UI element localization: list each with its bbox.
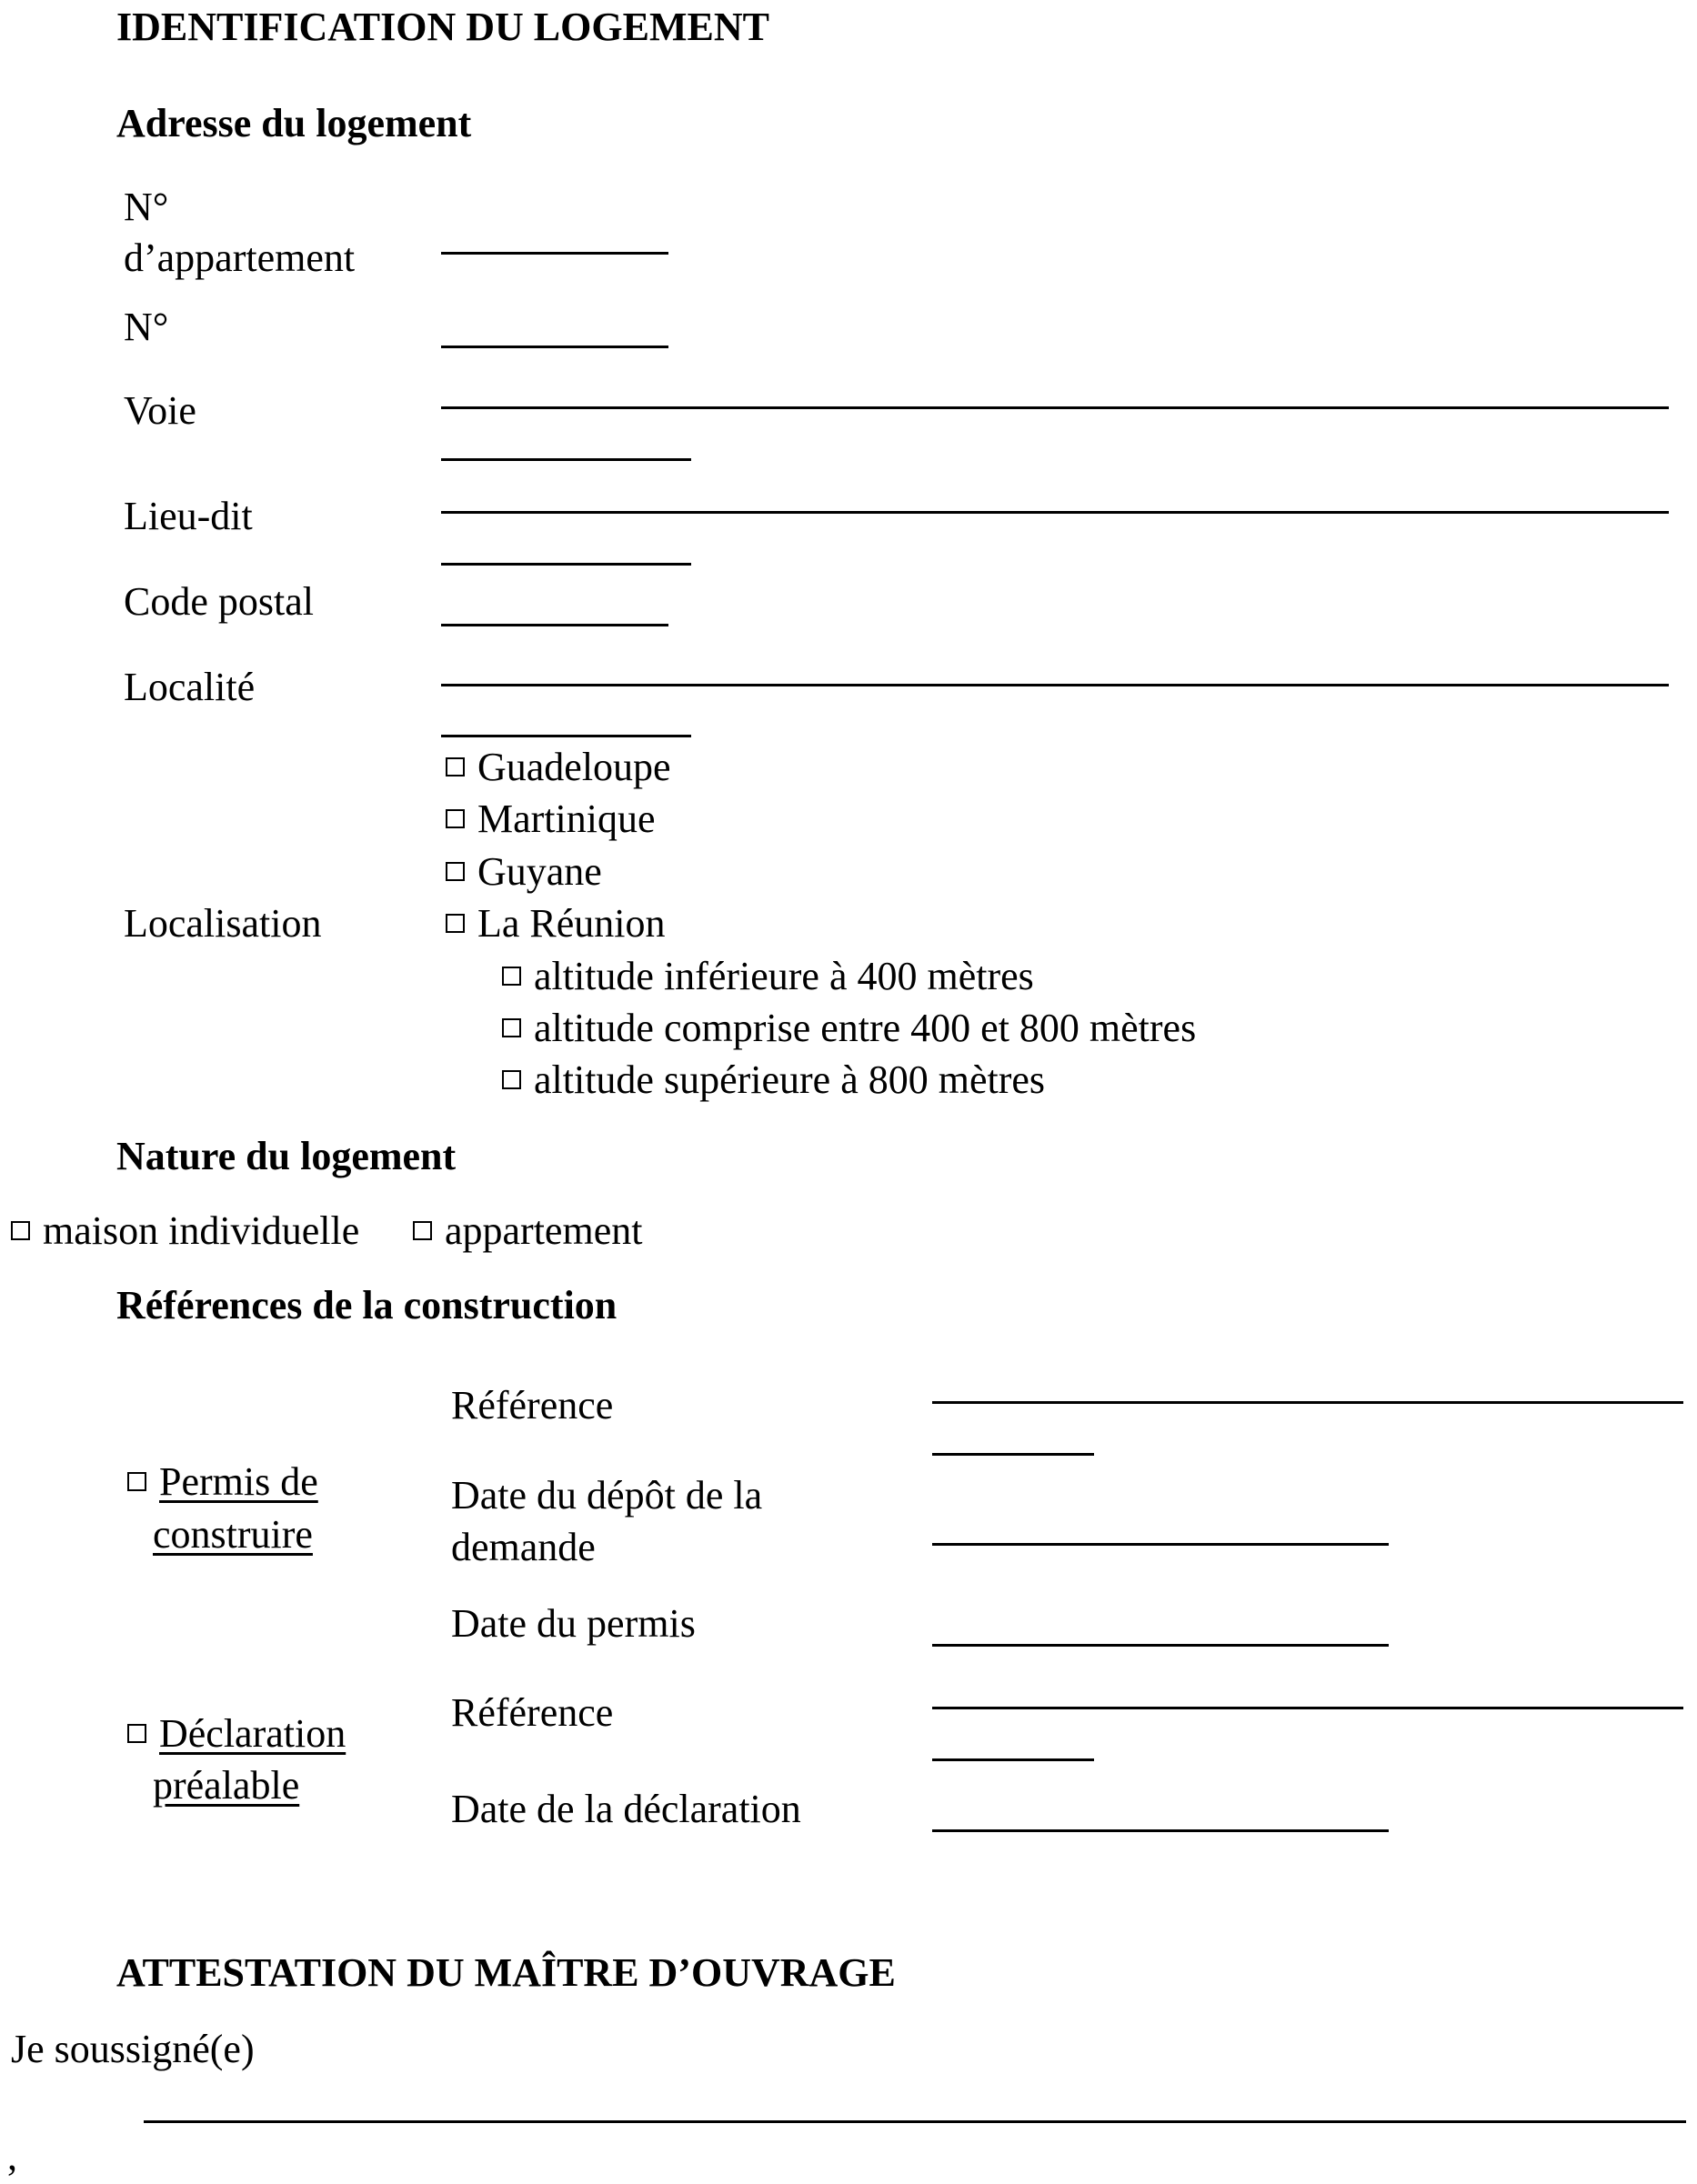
number-label: N° xyxy=(124,305,169,349)
nature-option-label: maison individuelle xyxy=(43,1208,360,1253)
undersigned-field[interactable] xyxy=(144,2120,1686,2123)
declaration-reference-field-continued[interactable] xyxy=(932,1758,1094,1761)
declaration-date-field[interactable] xyxy=(932,1829,1389,1832)
checkbox-icon[interactable] xyxy=(11,1221,30,1240)
location-option-reunion[interactable] xyxy=(446,901,666,946)
deposit-date-field[interactable] xyxy=(932,1543,1389,1546)
checkbox-icon[interactable] xyxy=(446,914,465,933)
section-title: IDENTIFICATION DU LOGEMENT xyxy=(116,5,769,49)
permit-label-2: construire xyxy=(153,1512,313,1557)
locality-name-field[interactable] xyxy=(441,511,1669,514)
postal-code-label: Code postal xyxy=(124,579,314,624)
checkbox-icon[interactable] xyxy=(502,967,521,986)
permit-option[interactable] xyxy=(127,1459,318,1504)
attestation-title: ATTESTATION DU MAÎTRE D’OUVRAGE xyxy=(116,1950,896,1995)
declaration-reference-label: Référence xyxy=(451,1690,614,1735)
location-option-label: La Réunion xyxy=(477,901,666,946)
checkbox-icon[interactable] xyxy=(502,1018,521,1037)
permit-reference-field-continued[interactable] xyxy=(932,1453,1094,1456)
city-field-continued[interactable] xyxy=(441,735,691,737)
checkbox-icon[interactable] xyxy=(127,1472,146,1491)
declaration-label-2: préalable xyxy=(153,1763,300,1808)
nature-heading: Nature du logement xyxy=(116,1134,457,1178)
checkbox-icon[interactable] xyxy=(413,1221,432,1240)
location-label: Localisation xyxy=(124,901,322,946)
declaration-date-label: Date de la déclaration xyxy=(451,1787,801,1831)
permit-reference-field[interactable] xyxy=(932,1401,1683,1404)
nature-option-label: appartement xyxy=(445,1208,643,1253)
city-field[interactable] xyxy=(441,684,1669,686)
declaration-reference-field[interactable] xyxy=(932,1707,1683,1709)
address-heading: Adresse du logement xyxy=(116,101,472,145)
number-field[interactable] xyxy=(441,346,668,348)
permit-label-1: Permis de xyxy=(159,1459,318,1504)
location-option-label: Guadeloupe xyxy=(477,745,671,789)
location-option-guyane[interactable] xyxy=(446,849,602,894)
checkbox-icon[interactable] xyxy=(446,809,465,828)
street-label: Voie xyxy=(124,388,196,433)
checkbox-icon[interactable] xyxy=(446,862,465,881)
trailing-comma: , xyxy=(7,2134,17,2179)
location-option-guadeloupe[interactable] xyxy=(446,747,671,787)
postal-code-field[interactable] xyxy=(441,624,668,626)
altitude-option-label: altitude inférieure à 400 mètres xyxy=(534,954,1034,998)
locality-name-field-continued[interactable] xyxy=(441,563,691,566)
checkbox-icon[interactable] xyxy=(446,757,465,776)
city-label: Localité xyxy=(124,665,256,709)
undersigned-label: Je soussigné(e) xyxy=(11,2027,255,2071)
permit-date-field[interactable] xyxy=(932,1644,1389,1647)
altitude-option-below-400[interactable] xyxy=(502,954,1034,998)
permit-reference-label: Référence xyxy=(451,1383,614,1428)
apartment-number-label-1: N° xyxy=(124,185,169,229)
apartment-number-label-2: d’appartement xyxy=(124,235,356,280)
street-field[interactable] xyxy=(441,406,1669,409)
declaration-label-1: Déclaration xyxy=(159,1711,346,1756)
declaration-option[interactable] xyxy=(127,1711,346,1756)
nature-option-apartment[interactable] xyxy=(413,1208,643,1253)
altitude-option-above-800[interactable] xyxy=(502,1057,1046,1102)
apartment-number-field[interactable] xyxy=(441,252,668,255)
location-option-label: Martinique xyxy=(477,796,656,841)
altitude-option-400-800[interactable] xyxy=(502,1008,1196,1048)
altitude-option-label: altitude comprise entre 400 et 800 mètres xyxy=(534,1006,1197,1050)
deposit-date-label-1: Date du dépôt de la xyxy=(451,1473,763,1518)
location-option-martinique[interactable] xyxy=(446,796,656,841)
altitude-option-label: altitude supérieure à 800 mètres xyxy=(534,1057,1046,1102)
permit-date-label: Date du permis xyxy=(451,1601,696,1646)
locality-name-label: Lieu-dit xyxy=(124,494,253,538)
checkbox-icon[interactable] xyxy=(502,1070,521,1089)
references-heading: Références de la construction xyxy=(116,1283,618,1327)
deposit-date-label-2: demande xyxy=(451,1525,596,1569)
street-field-continued[interactable] xyxy=(441,458,691,461)
location-option-label: Guyane xyxy=(477,849,602,894)
nature-option-house[interactable] xyxy=(11,1208,360,1253)
checkbox-icon[interactable] xyxy=(127,1724,146,1743)
